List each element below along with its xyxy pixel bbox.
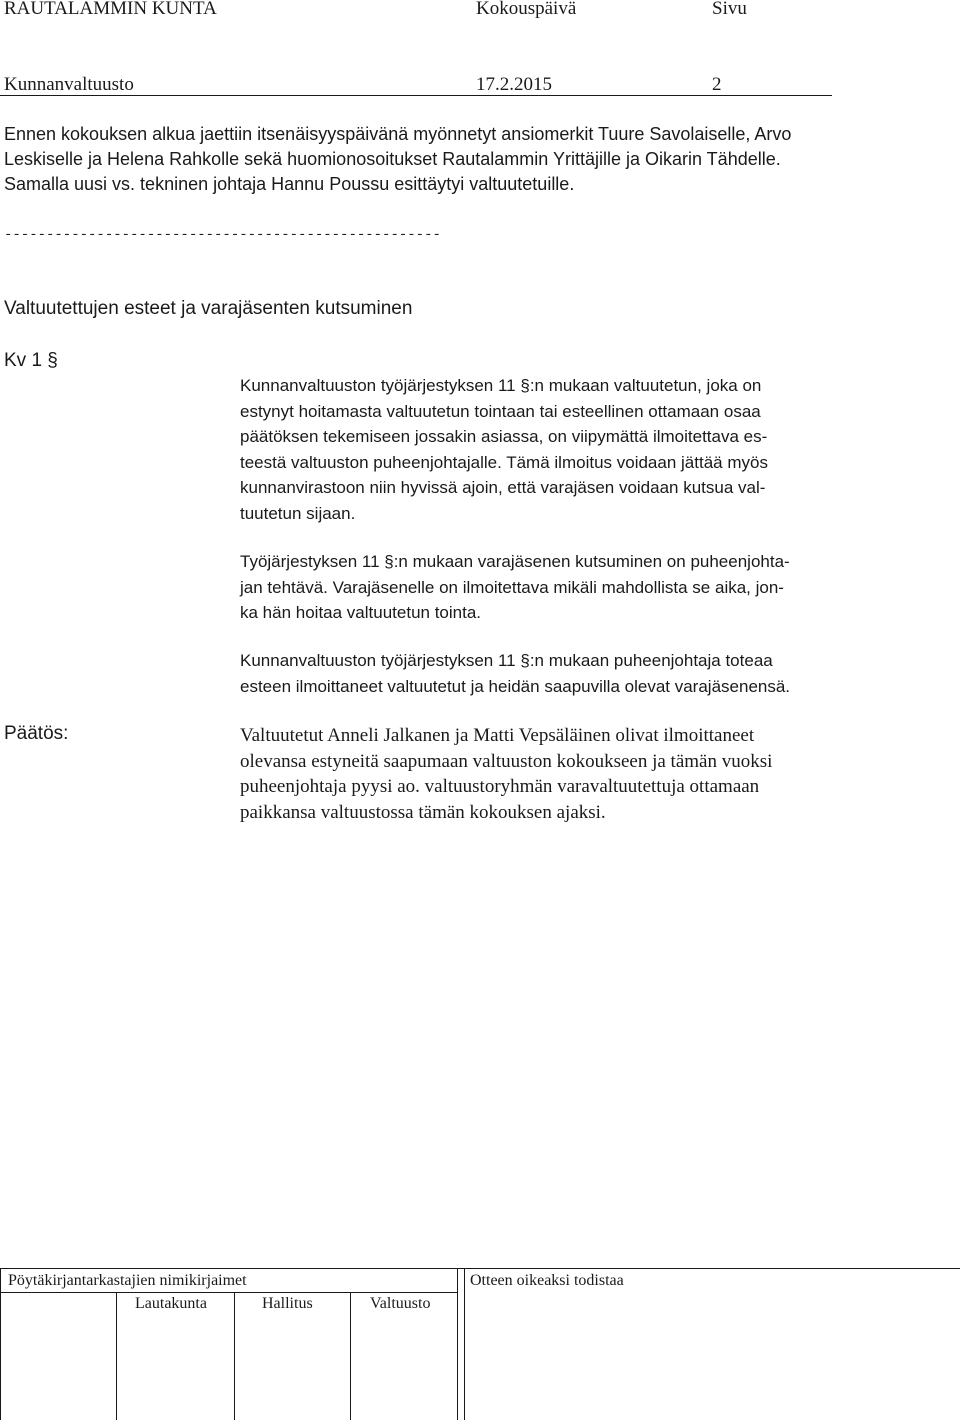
header-underline (0, 95, 832, 96)
decision-line: puheenjohtaja pyysi ao. valtuustoryhmän varavaltuutettuja ottamaan (240, 776, 760, 797)
meeting-day-label: Kokouspäivä (476, 0, 577, 19)
paragraph-line: tuutetun sijaan. (240, 503, 356, 523)
footer-sub-rule (0, 1292, 457, 1293)
paragraph-line: Työjärjestyksen 11 §:n mukaan varajäsenen kutsuminen on puheenjohta- (240, 552, 790, 571)
meeting-date: 17.2.2015 (476, 74, 552, 95)
dash-separator: ---------------------------------------------------- (4, 227, 441, 243)
paragraph-line: kunnanvirastoon niin hyvissä ajoin, että varajäsen voidaan kutsua val- (240, 478, 766, 497)
paragraph-line: estynyt hoitamasta valtuutetun tointaan tai esteellinen ottamaan osaa (240, 401, 761, 421)
footer-divider (457, 1268, 458, 1420)
footer-divider (350, 1292, 351, 1420)
footer-column-board: Lautakunta (135, 1295, 207, 1312)
page-number: 2 (712, 74, 722, 95)
paragraph-line: Kunnanvaltuuston työjärjestyksen 11 §:n mukaan puheenjohtaja toteaa (240, 651, 773, 670)
footer-top-rule (0, 1268, 960, 1269)
paragraph-1 (240, 373, 880, 526)
intro-line: Leskiselle ja Helena Rahkolle sekä huomionosoitukset Rautalammin Yrittäjille ja Oikarin Tähdelle. (4, 149, 781, 169)
footer-divider (116, 1292, 117, 1420)
decision-text (240, 723, 900, 825)
paragraph-line: päätöksen tekemiseen jossakin asiassa, on viipymättä ilmoitettava es- (240, 427, 768, 446)
footer-divider (234, 1292, 235, 1420)
paragraph-line: Kunnanvaltuuston työjärjestyksen 11 §:n mukaan valtuutetun, joka on (240, 376, 762, 395)
footer-divider (464, 1268, 465, 1420)
decision-line: Valtuutetut Anneli Jalkanen ja Matti Vepsäläinen olivat ilmoittaneet (240, 725, 755, 746)
footer-column-government: Hallitus (262, 1295, 313, 1312)
intro-line: Samalla uusi vs. tekninen johtaja Hannu Poussu esittäytyi valtuutetuille. (4, 174, 575, 194)
section-number: Kv 1 § (4, 350, 58, 371)
signatures-label: Pöytäkirjantarkastajien nimikirjaimet (8, 1272, 247, 1289)
page-label: Sivu (712, 0, 747, 19)
paragraph-line: jan tehtävä. Varajäsenelle on ilmoitettava mikäli mahdollista se aika, jon- (240, 577, 784, 597)
copy-certification-label: Otteen oikeaksi todistaa (470, 1272, 624, 1289)
paragraph-line: teestä valtuuston puheenjohtajalle. Tämä ilmoitus voidaan jättää myös (240, 452, 768, 472)
paragraph-2 (240, 549, 880, 626)
section-title: Valtuutettujen esteet ja varajäsenten kutsuminen (4, 298, 413, 319)
paragraph-3 (240, 648, 880, 699)
body-name: Kunnanvaltuusto (4, 74, 134, 95)
decision-label: Päätös: (4, 723, 69, 744)
intro-line: Ennen kokouksen alkua jaettiin itsenäisyyspäivänä myönnetyt ansiomerkit Tuure Savolaiselle, Arvo (4, 124, 792, 144)
footer-divider (0, 1268, 1, 1420)
paragraph-line: ka hän hoitaa valtuutetun tointa. (240, 603, 482, 622)
footer-column-council: Valtuusto (370, 1295, 431, 1312)
intro-paragraph (4, 122, 904, 197)
municipality-name: RAUTALAMMIN KUNTA (4, 0, 217, 19)
paragraph-line: esteen ilmoittaneet valtuutetut ja heidän saapuvilla olevat varajäsenensä. (240, 676, 791, 696)
decision-line: olevansa estyneitä saapumaan valtuuston kokoukseen ja tämän vuoksi (240, 750, 773, 772)
decision-line: paikkansa valtuustossa tämän kokouksen ajaksi. (240, 801, 606, 823)
